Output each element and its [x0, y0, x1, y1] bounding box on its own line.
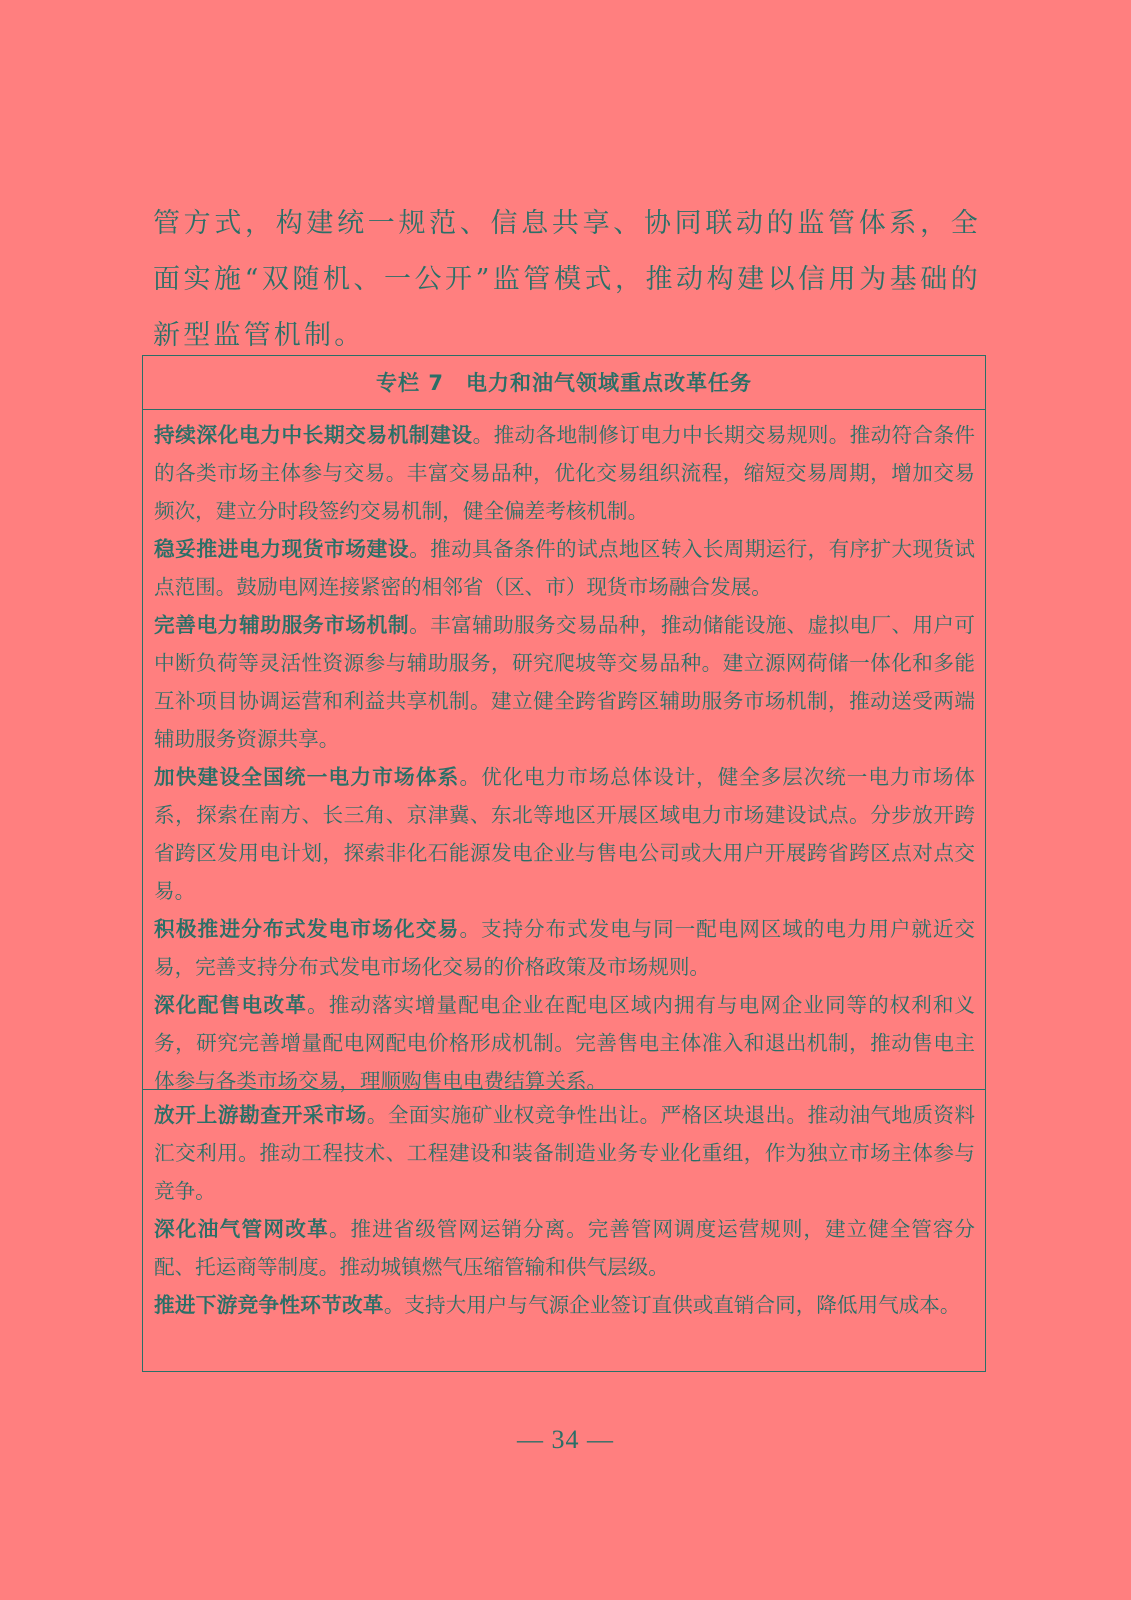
item-heading: 放开上游勘查开采市场: [154, 1103, 367, 1127]
item-body: 。支持分布式发电与同一配电网区域的电力用户就近交易，完善支持分布式发电市场化交易的价格政策及市场规则。: [154, 917, 975, 979]
item-heading: 深化配售电改革: [154, 993, 308, 1017]
list-item: [154, 1096, 975, 1210]
column-box: [142, 355, 986, 1372]
list-item: [154, 910, 975, 986]
electric-section: [143, 410, 985, 1093]
page-number: — 34 —: [517, 1425, 614, 1454]
list-item: [154, 606, 975, 758]
list-item: [154, 1210, 975, 1286]
item-body: 。推动各地制修订电力中长期交易规则。推动符合条件的各类市场主体参与交易。丰富交易品种，优化交易组织流程，缩短交易周期，增加交易频次，建立分时段签约交易机制，健全偏差考核机制。: [154, 423, 975, 523]
item-body: 。支持大用户与气源企业签订直供或直销合同，降低用气成本。: [383, 1293, 961, 1317]
item-body: 。全面实施矿业权竞争性出让。严格区块退出。推动油气地质资料汇交利用。推动工程技术、工程建设和装备制造业务专业化重组，作为独立市场主体参与竞争。: [154, 1103, 975, 1203]
intro-paragraph: 管方式，构建统一规范、信息共享、协同联动的监管体系，全面实施“双随机、一公开”监管模式，推动构建以信用为基础的新型监管机制。: [153, 208, 981, 351]
box-title-number: 专栏 7: [376, 371, 444, 395]
item-heading: 完善电力辅助服务市场机制: [154, 613, 410, 637]
item-body: 。优化电力市场总体设计，健全多层次统一电力市场体系，探索在南方、长三角、京津冀、东北等地区开展区域电力市场建设试点。分步放开跨省跨区发用电计划，探索非化石能源发电企业与售电公司或大用户开展跨省跨区点对点交易。: [154, 765, 975, 903]
list-item: [154, 416, 975, 530]
list-item: [154, 530, 975, 606]
item-heading: 持续深化电力中长期交易机制建设: [154, 423, 473, 447]
box-title-text: 电力和油气领域重点改革任务: [465, 371, 752, 395]
box-title: [143, 356, 985, 410]
item-heading: 深化油气管网改革: [154, 1217, 329, 1241]
item-heading: 积极推进分布式发电市场化交易: [154, 917, 460, 941]
item-body: 。推动落实增量配电企业在配电区域内拥有与电网企业同等的权利和义务，研究完善增量配电网配电价格形成机制。完善售电主体准入和退出机制，推动售电主体参与各类市场交易，理顺购售电电费结算关系。: [154, 993, 975, 1093]
item-heading: 加快建设全国统一电力市场体系: [154, 765, 460, 789]
list-item: [154, 986, 975, 1100]
item-body: 。推进省级管网运销分离。完善管网调度运营规则，建立健全管容分配、托运商等制度。推动城镇燃气压缩管输和供气层级。: [154, 1217, 976, 1279]
oil-gas-section: [143, 1090, 985, 1324]
item-heading: 推进下游竞争性环节改革: [154, 1293, 384, 1317]
list-item: [154, 1286, 975, 1324]
item-heading: 稳妥推进电力现货市场建设: [154, 537, 410, 561]
list-item: [154, 758, 975, 910]
item-body: 。推动具备条件的试点地区转入长周期运行，有序扩大现货试点范围。鼓励电网连接紧密的相邻省（区、市）现货市场融合发展。: [154, 537, 975, 599]
item-body: 。丰富辅助服务交易品种，推动储能设施、虚拟电厂、用户可中断负荷等灵活性资源参与辅助服务，研究爬坡等交易品种。建立源网荷储一体化和多能互补项目协调运营和利益共享机制。建立健全跨省跨区辅助服务市场机制，推动送受两端辅助服务资源共享。: [154, 613, 975, 751]
